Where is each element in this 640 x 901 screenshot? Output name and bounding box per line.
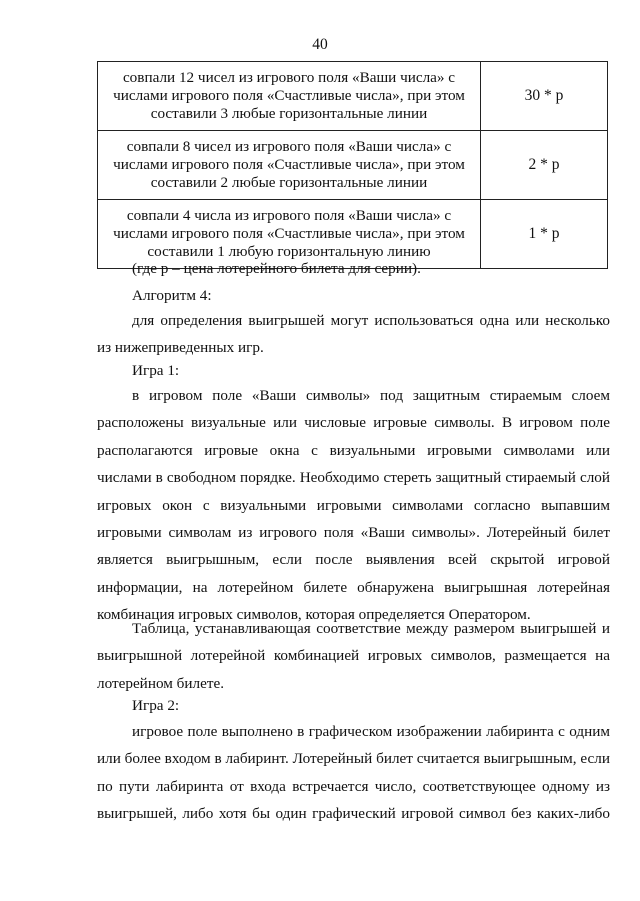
game1-text: в игровом поле «Ваши символы» под защитным стираемым слоем расположены визуальные или числовые игровые символы. В игровом поле располагаются игровые окна с визуальными игровыми символами или числами в свободном порядке. Необходимо стереть защитный стираемый слой игровых окон с визуальными игровыми символами согласно выпавшим игровыми символам из игрового поля «Ваши символы». Лотерейный билет является выигрышным, если после выявления всей скрытой игровой информации, на лотерейном билете обнаружена выигрышная лотерейная комбинация игровых символов, которая определяется Оператором.	[97, 387, 610, 624]
condition-line: числами игрового поля «Счастливые числа», при этом	[113, 87, 465, 104]
table-cell-prize: 1 * р	[481, 200, 608, 269]
condition-line: числами игрового поля «Счастливые числа», при этом	[113, 225, 465, 242]
game2-heading: Игра 2:	[132, 697, 180, 714]
table-cell-condition	[98, 62, 481, 131]
table-row	[98, 131, 608, 200]
condition-line: совпали 4 числа из игрового поля «Ваши числа» с	[126, 207, 452, 224]
condition-line: составили 2 любые горизонтальные линии	[150, 174, 428, 191]
algorithm-heading: Алгоритм 4:	[132, 287, 212, 304]
condition-line: совпали 12 чисел из игрового поля «Ваши числа» с	[122, 69, 456, 86]
price-note: (где р – цена лотерейного билета для серии).	[132, 260, 421, 277]
page-number: 40	[312, 36, 328, 53]
condition-line: составили 3 любые горизонтальные линии	[150, 105, 428, 122]
game2-text: игровое поле выполнено в графическом изображении лабиринта с одним или более входом в лабиринт. Лотерейный билет считается выигрышным, если по пути лабиринта от входа встречается число, соответствующее одному из выигрышей, либо хотя бы один графический игровой символ без каких-либо	[97, 723, 610, 823]
game1-heading: Игра 1:	[132, 362, 180, 379]
table-cell-condition	[98, 131, 481, 200]
table-cell-prize: 2 * р	[481, 131, 608, 200]
table-cell-prize: 30 * р	[481, 62, 608, 131]
table-row	[98, 62, 608, 131]
condition-line: числами игрового поля «Счастливые числа», при этом	[113, 156, 465, 173]
condition-line: составили 1 любую горизонтальную линию	[147, 243, 431, 260]
condition-line: совпали 8 чисел из игрового поля «Ваши числа» с	[126, 138, 452, 155]
algorithm-text: для определения выигрышей могут использоваться одна или несколько из нижеприведенных игр.	[97, 312, 610, 357]
table-note: Таблица, устанавливающая соответствие между размером выигрышей и выигрышной лотерейной комбинацией игровых символов, размещается на лотерейном билете.	[97, 620, 610, 692]
prize-table	[97, 61, 608, 269]
